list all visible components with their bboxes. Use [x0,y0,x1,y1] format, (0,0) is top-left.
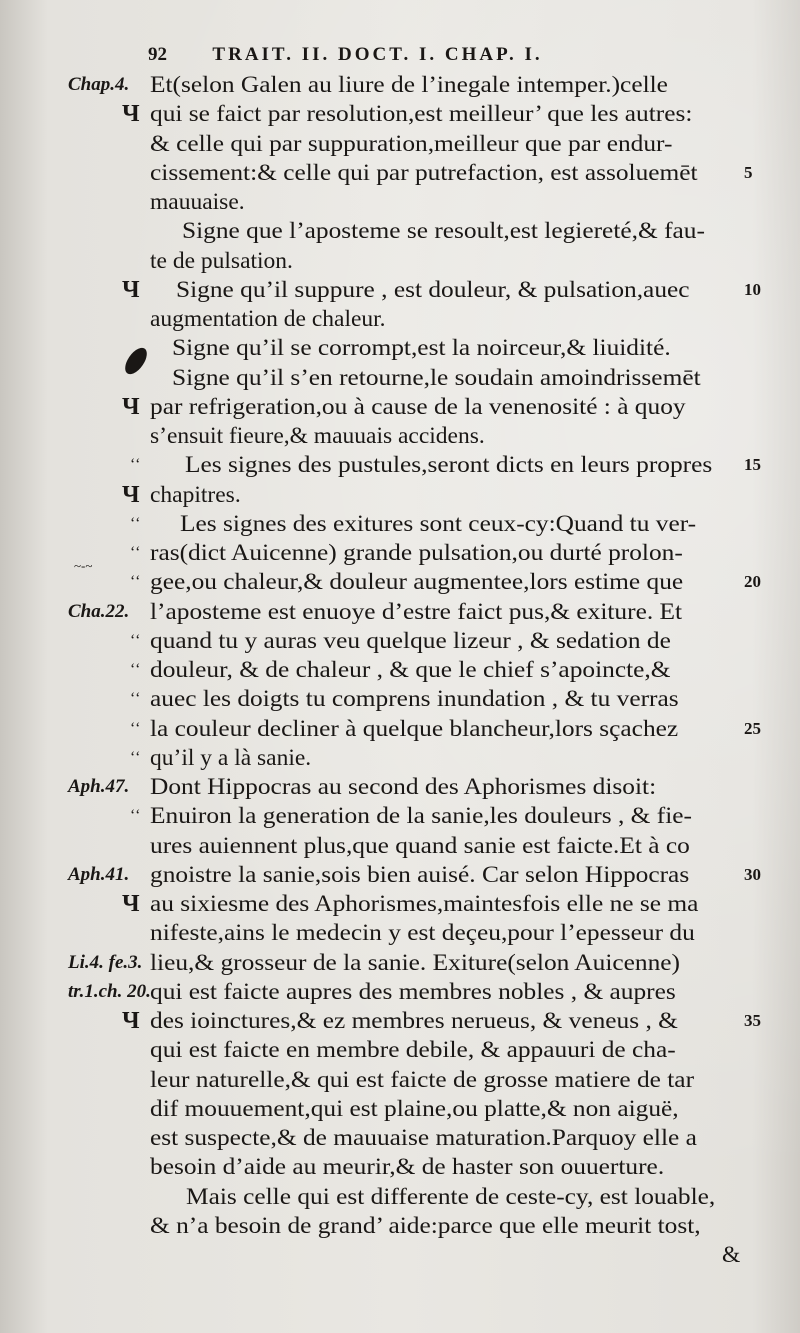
line-text: quand tu y auras veu quelque lizeur , & sedation de [150,627,671,654]
line-text: qui se faict par resolution,est meilleur’ que les autres: [150,101,693,128]
line-number: 25 [744,718,761,738]
text-line [0,743,800,773]
line-text: qui est faicte aupres des membres nobles , & aupres [150,978,676,1005]
text-line [0,860,800,890]
line-text: chapitres. [150,481,241,508]
quotation-mark: ‘‘ [130,661,142,678]
text-line [0,918,800,948]
line-text: auec les doigts tu comprens inundation , & tu verras [150,686,679,713]
line-text: qui est faicte en membre debile, & appauuri de cha- [150,1037,676,1064]
line-text: lieu,& grosseur de la sanie. Exiture(selon Auicenne) [150,949,681,976]
text-line [0,129,800,159]
text-line [0,216,800,246]
line-text: ras(dict Auicenne) grande pulsation,ou durté prolon- [150,540,683,566]
line-text: qu’il y a là sanie. [150,744,312,771]
quotation-mark: ‘‘ [130,690,142,708]
line-text: douleur, & de chaleur , & que le chief s’apoincte,& [150,657,671,683]
line-text: dif mouuement,qui est plaine,ou platte,& non aiguë, [150,1095,679,1122]
text-line [0,99,800,129]
text-line [0,801,800,831]
paragraph-mark-icon: Ч [122,891,140,917]
line-text: est suspecte,& de mauuaise maturation.Parquoy elle a [150,1125,697,1151]
line-number: 35 [744,1011,761,1030]
line-text: ures auiennent plus,que quand sanie est faicte.Et à co [150,832,690,859]
paragraph-mark-icon: Ч [122,1008,140,1034]
text-line [0,1123,800,1153]
running-title: TRAIT. II. DOCT. I. CHAP. I. [212,44,543,65]
line-number: 5 [744,162,753,182]
text-line [0,333,800,363]
text-line [0,1211,800,1241]
text-line [0,714,800,744]
line-text: l’aposteme est enuoye d’estre faict pus,& exiture. Et [150,598,683,625]
paragraph-mark-icon: Ч [122,276,140,303]
text-line [0,948,800,978]
line-text: Et(selon Galen au liure de l’inegale intemper.)celle [150,72,668,98]
text-line [0,538,800,568]
margin-reference: tr.1.ch. 20. [68,980,151,1002]
line-number: 20 [744,572,761,592]
margin-reference: Aph.41. [68,863,130,885]
line-text: gee,ou chaleur,& douleur augmentee,lors estime que [150,569,684,596]
text-line [0,655,800,685]
margin-reference: Aph.47. [68,776,130,797]
text-line [0,889,800,919]
text-line [0,246,800,276]
text-line [0,1240,800,1270]
text-line [0,1152,800,1182]
paragraph-mark-icon: Ч [122,393,140,420]
line-text: la couleur decliner à quelque blancheur,lors sçachez [150,715,679,742]
line-text: Dont Hippocras au second des Aphorismes disoit: [150,774,657,800]
line-text: Les signes des pustules,seront dicts en leurs propres [185,452,713,479]
text-line [0,1006,800,1036]
quotation-mark: ‘‘ [130,456,142,474]
text-line [0,363,800,393]
text-line [0,480,800,510]
text-line [0,1094,800,1124]
line-text: Signe qu’il s’en retourne,le soudain amoindrissemēt [172,364,701,391]
line-text: gnoistre la sanie,sois bien auisé. Car selon Hippocras [150,861,690,888]
margin-reference: Li.4. fe.3. [68,951,143,973]
line-text: nifeste,ains le medecin y est deçeu,pour l’epesseur du [150,920,695,947]
text-line [0,597,800,627]
text-line [0,1035,800,1065]
text-line [0,70,800,100]
text-line [0,1182,800,1212]
quotation-mark: ‘‘ [130,631,142,649]
text-line [0,275,800,305]
stray-mark: ~-~ [74,558,93,573]
line-text: Signe que l’aposteme se resoult,est legiereté,& fau- [182,218,705,245]
text-line [0,187,800,217]
text-line [0,304,800,334]
line-number: 15 [744,455,761,475]
quotation-mark: ‘‘ [130,544,142,561]
line-text: au sixiesme des Aphorismes,maintesfois elle ne se ma [150,891,699,917]
quotation-mark: ‘‘ [130,748,142,766]
line-text: Signe qu’il suppure , est douleur, & pulsation,auec [176,276,690,303]
line-text: s’ensuit fieure,& mauuais accidens. [150,423,485,449]
text-line [0,626,800,656]
text-line [0,509,800,539]
line-text: mauuaise. [150,189,245,215]
text-line [0,772,800,802]
text-line [0,831,800,861]
line-text: & [722,1242,741,1268]
line-text: par refrigeration,ou à cause de la venenosité : à quoy [150,393,686,420]
text-line [0,684,800,714]
text-line [0,567,800,597]
quotation-mark: ‘‘ [130,719,142,737]
quotation-mark: ‘‘ [130,514,142,532]
margin-reference: Cha.22. [68,600,130,622]
text-line [0,1065,800,1095]
line-text: besoin d’aide au meurir,& de haster son ouuerture. [150,1154,665,1181]
page-number: 92 [148,44,167,65]
line-text: te de pulsation. [150,247,293,274]
text-line [0,421,800,451]
running-header [148,44,708,66]
line-text: & celle qui par suppuration,meilleur que par endur- [150,130,673,157]
text-line [0,977,800,1007]
line-text: Mais celle qui est differente de ceste-cy, est louable, [186,1183,716,1210]
margin-reference: Chap.4. [68,74,130,95]
line-text: augmentation de chaleur. [150,306,386,332]
quotation-mark: ‘‘ [130,573,142,591]
line-number: 10 [744,279,761,299]
quotation-mark: ‘‘ [130,807,142,825]
paragraph-mark-icon: Ч [122,101,140,128]
line-text: Enuiron la generation de la sanie,les douleurs , & fie- [150,803,692,830]
text-line [0,450,800,480]
line-text: leur naturelle,& qui est faicte de grosse matiere de tar [150,1066,695,1093]
line-number: 30 [744,864,761,884]
line-text: Les signes des exitures sont ceux-cy:Quand tu ver- [180,510,697,537]
text-line [0,158,800,188]
line-text: cissement:& celle qui par putrefaction, est assoluemēt [150,159,698,186]
text-line [0,392,800,422]
line-text: des ioinctures,& ez membres nerueus, & veneus , & [150,1008,678,1034]
line-text: Signe qu’il se corrompt,est la noirceur,& liuidité. [172,335,671,362]
paragraph-mark-icon: Ч [122,481,140,508]
line-text: & n’a besoin de grand’ aide:parce que elle meurit tost, [150,1212,701,1239]
